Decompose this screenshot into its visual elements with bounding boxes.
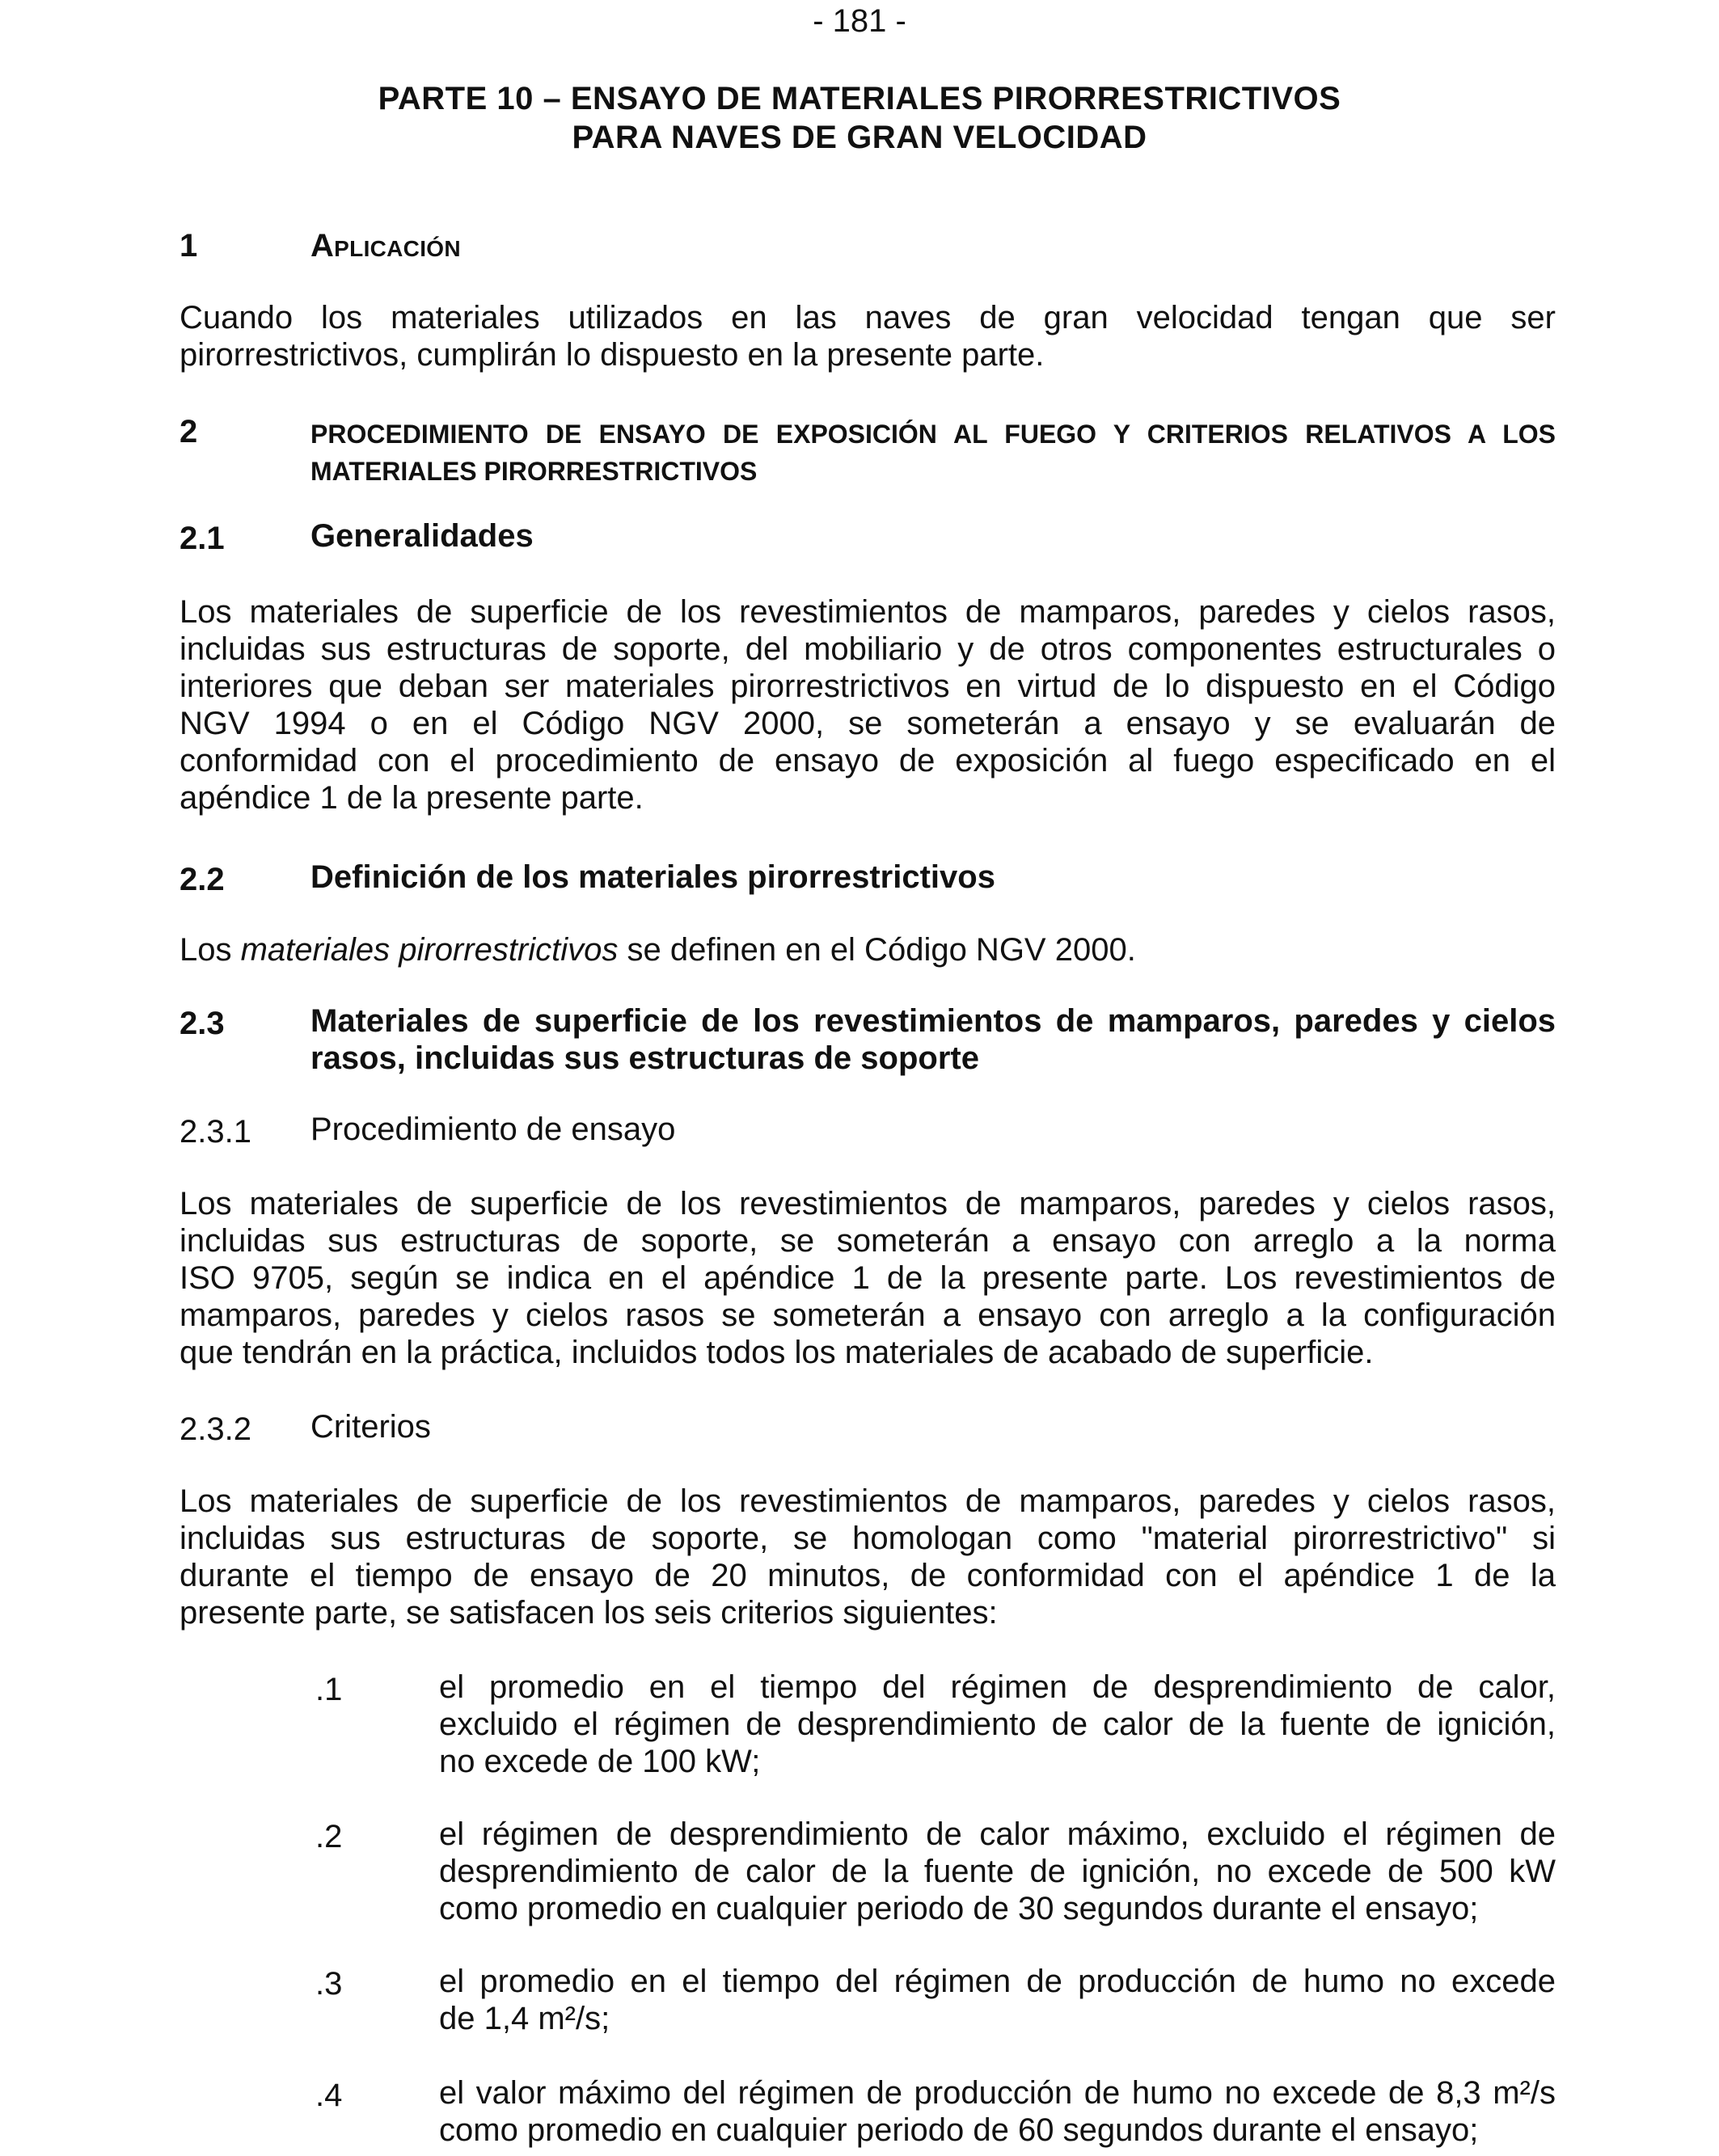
text-line: ISO 9705, según se indica en el apéndice 1 de la presente parte. Los revestimientos de xyxy=(180,1260,1556,1296)
section-2-1-heading: Generalidades xyxy=(310,518,534,554)
text-line: el valor máximo del régimen de producción de humo no excede de 8,3 m²/s xyxy=(439,2075,1556,2111)
section-2-2-paragraph xyxy=(180,931,1556,968)
section-2-number: 2 xyxy=(180,414,198,449)
criterion-3-number: .3 xyxy=(315,1966,343,2002)
criterion-1-text xyxy=(439,1669,1556,1780)
section-2-1-paragraph xyxy=(180,593,1556,816)
criterion-2-number: .2 xyxy=(315,1819,343,1854)
criterion-3-text xyxy=(439,1963,1556,2037)
text-line: pirorrestrictivos, cumplirán lo dispuesto en la presente parte. xyxy=(180,337,1045,373)
text-line: incluidas sus estructuras de soporte, se someterán a ensayo con arreglo a la norma xyxy=(180,1223,1556,1259)
section-2-2-heading: Definición de los materiales pirorrestrictivos xyxy=(310,859,995,895)
text-line: como promedio en cualquier periodo de 60 segundos durante el ensayo; xyxy=(439,2112,1479,2148)
section-1-heading: Aplicación xyxy=(310,228,461,264)
criterion-4-number: .4 xyxy=(315,2078,343,2113)
section-1-number: 1 xyxy=(180,228,198,264)
text-line: Los materiales de superficie de los revestimientos de mamparos, paredes y cielos rasos, xyxy=(180,1186,1556,1221)
criterion-4-text xyxy=(439,2074,1556,2149)
text-line: el promedio en el tiempo del régimen de desprendimiento de calor, xyxy=(439,1669,1556,1705)
section-2-3-1-heading: Procedimiento de ensayo xyxy=(310,1112,676,1147)
section-2-3-heading xyxy=(310,1002,1556,1077)
text-line: mamparos, paredes y cielos rasos se someterán a ensayo con arreglo a la configuración xyxy=(180,1297,1556,1333)
text-line: Los materiales de superficie de los revestimientos de mamparos, paredes y cielos rasos, xyxy=(180,594,1556,630)
heading-line: Materiales de superficie de los revestimientos de mamparos, paredes y cielos xyxy=(310,1003,1556,1039)
text-line: presente parte, se satisfacen los seis criterios siguientes: xyxy=(180,1595,998,1631)
text-line: interiores que deban ser materiales pirorrestrictivos en virtud de lo dispuesto en el Código xyxy=(180,669,1556,704)
text-line: Los materiales de superficie de los revestimientos de mamparos, paredes y cielos rasos, xyxy=(180,1483,1556,1519)
section-2-3-number: 2.3 xyxy=(180,1006,225,1041)
text-line: NGV 1994 o en el Código NGV 2000, se someterán a ensayo y se evaluarán de xyxy=(180,706,1556,741)
text-line: desprendimiento de calor de la fuente de ignición, no excede de 500 kW xyxy=(439,1854,1556,1889)
section-2-3-1-number: 2.3.1 xyxy=(180,1114,251,1150)
text-line: como promedio en cualquier periodo de 30 segundos durante el ensayo; xyxy=(439,1891,1479,1926)
criterion-1-number: .1 xyxy=(315,1672,343,1707)
defined-term: materiales pirorrestrictivos xyxy=(240,932,619,968)
text-line: apéndice 1 de la presente parte. xyxy=(180,780,644,816)
text-line: el régimen de desprendimiento de calor máximo, excluido el régimen de xyxy=(439,1816,1556,1852)
text-line: incluidas sus estructuras de soporte, del mobiliario y de otros componentes estructurales o xyxy=(180,631,1556,667)
document-title-line-2: PARA NAVES DE GRAN VELOCIDAD xyxy=(572,120,1147,155)
section-2-3-1-paragraph xyxy=(180,1185,1556,1371)
text-line: de 1,4 m²/s; xyxy=(439,2001,610,2036)
text-line: Cuando los materiales utilizados en las naves de gran velocidad tengan que ser xyxy=(180,300,1556,335)
text-run: se definen en el Código NGV 2000. xyxy=(618,932,1136,968)
text-line: conformidad con el procedimiento de ensayo de exposición al fuego especificado en el xyxy=(180,743,1556,778)
page-number: - 181 - xyxy=(813,3,906,39)
text-line: durante el tiempo de ensayo de 20 minutos, de conformidad con el apéndice 1 de la xyxy=(180,1558,1556,1593)
section-1-paragraph xyxy=(180,299,1556,373)
heading-line: PROCEDIMIENTO DE ENSAYO DE EXPOSICIÓN AL FUEGO Y CRITERIOS RELATIVOS A LOS xyxy=(310,420,1556,449)
heading-line: rasos, incluidas sus estructuras de soporte xyxy=(310,1040,979,1076)
criterion-2-text xyxy=(439,1816,1556,1927)
text-line: excluido el régimen de desprendimiento de calor de la fuente de ignición, xyxy=(439,1707,1556,1742)
text-run: Los xyxy=(180,932,241,968)
section-2-3-2-number: 2.3.2 xyxy=(180,1411,251,1447)
text-line: el promedio en el tiempo del régimen de producción de humo no excede xyxy=(439,1964,1556,1999)
section-2-2-number: 2.2 xyxy=(180,862,225,897)
heading-line: MATERIALES PIRORRESTRICTIVOS xyxy=(310,457,758,486)
section-2-heading xyxy=(310,416,1556,490)
section-2-3-2-heading: Criterios xyxy=(310,1409,431,1445)
document-title-line-1: PARTE 10 – ENSAYO DE MATERIALES PIRORRESTRICTIVOS xyxy=(378,81,1341,116)
section-2-3-2-paragraph xyxy=(180,1483,1556,1631)
text-line: incluidas sus estructuras de soporte, se homologan como "material pirorrestrictivo" si xyxy=(180,1521,1556,1556)
section-2-1-number: 2.1 xyxy=(180,521,225,556)
text-line: no excede de 100 kW; xyxy=(439,1744,761,1779)
text-line: que tendrán en la práctica, incluidos todos los materiales de acabado de superficie. xyxy=(180,1335,1374,1370)
